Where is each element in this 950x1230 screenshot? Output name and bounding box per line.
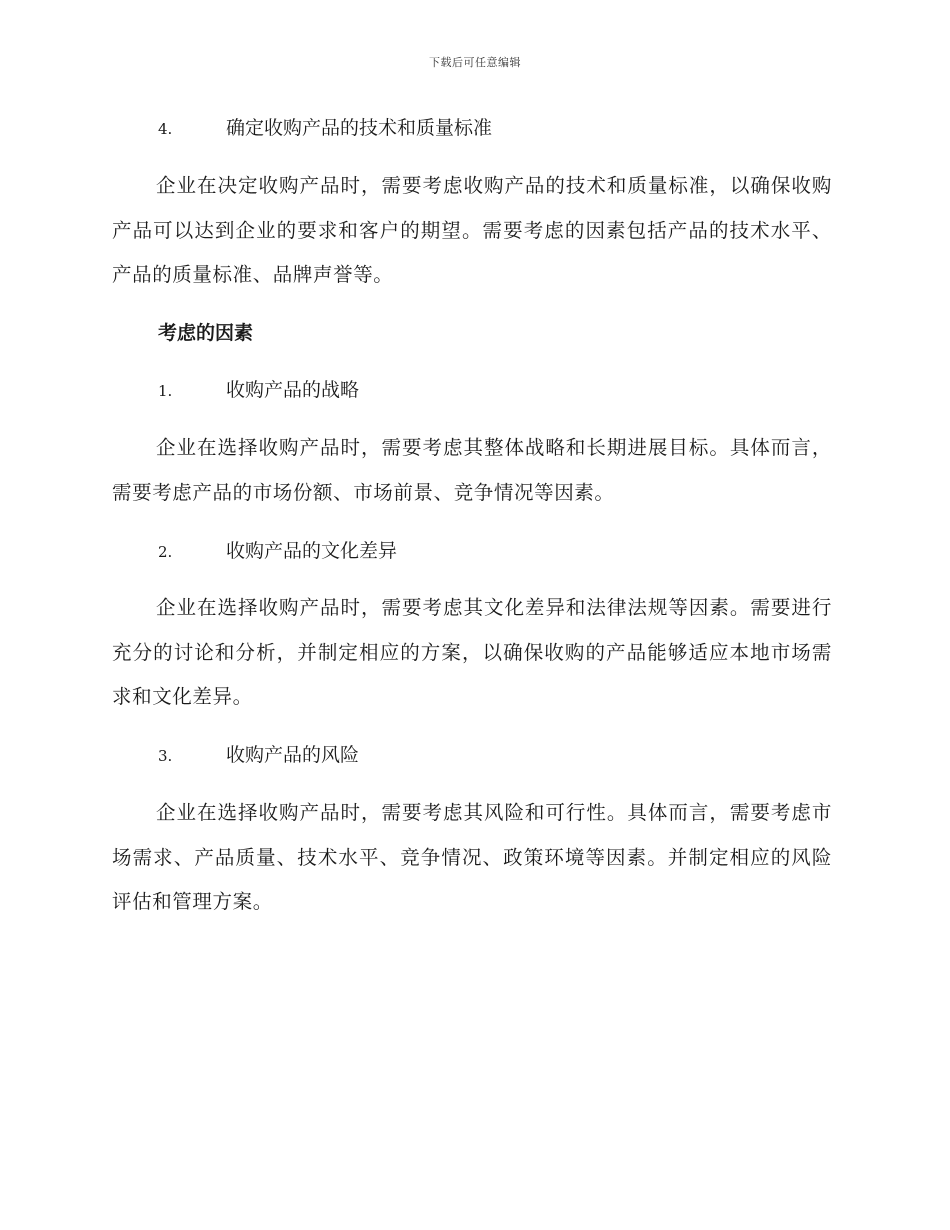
paragraph-factor-3: 企业在选择收购产品时，需要考虑其风险和可行性。具体而言，需要考虑市场需求、产品质量、技术水平、竞争情况、政策环境等因素。并制定相应的风险评估和管理方案。	[112, 801, 832, 913]
item-heading-3	[158, 739, 359, 771]
item-heading-1	[158, 374, 359, 406]
item-title: 收购产品的风险	[226, 744, 360, 766]
item-number: 1.	[158, 382, 173, 400]
item-number: 4.	[158, 120, 173, 138]
item-title: 收购产品的文化差异	[226, 540, 398, 562]
item-title: 确定收购产品的技术和质量标准	[226, 117, 493, 139]
header-note: 下载后可任意编辑	[429, 56, 521, 69]
paragraph-factor-2: 企业在选择收购产品时，需要考虑其文化差异和法律法规等因素。需要进行充分的讨论和分析，并制定相应的方案，以确保收购的产品能够适应本地市场需求和文化差异。	[112, 596, 832, 708]
item-heading-2	[158, 535, 397, 567]
item-title: 收购产品的战略	[226, 379, 360, 401]
item-number: 3.	[158, 747, 173, 765]
item-number: 2.	[158, 543, 173, 561]
section-heading: 考虑的因素	[158, 322, 254, 344]
item-heading-4	[158, 112, 492, 144]
paragraph-factor-1: 企业在选择收购产品时，需要考虑其整体战略和长期进展目标。具体而言，需要考虑产品的市场份额、市场前景、竞争情况等因素。	[112, 436, 832, 504]
paragraph-item-4: 企业在决定收购产品时，需要考虑收购产品的技术和质量标准，以确保收购产品可以达到企业的要求和客户的期望。需要考虑的因素包括产品的技术水平、产品的质量标准、品牌声誉等。	[112, 174, 832, 286]
